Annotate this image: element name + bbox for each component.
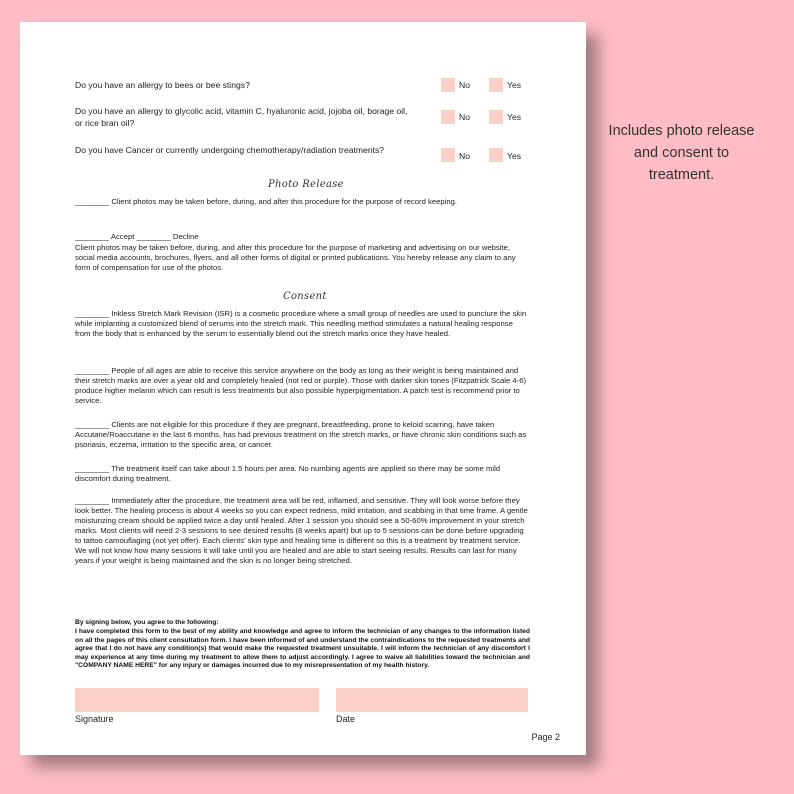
yes-checkbox-acid-oil-allergy[interactable] — [489, 110, 503, 124]
side-caption: Includes photo release and consent to treatment. — [608, 123, 755, 183]
accept-decline-line: ________ Accept ________ Decline — [75, 232, 199, 241]
date-label: Date — [336, 714, 356, 724]
consent-paragraph-procedure: ________ Inkless Stretch Mark Revision (ISR) is a cosmetic procedure where a small group of needles are used to puncture the skin while implanting a customized blend of serums into the stretch mark. This needling method stimulates a natural healing response from the body that is enhanced by the serum to essentially blend out the stretch marks once they have healed. — [75, 309, 527, 338]
yes-checkbox-cancer[interactable] — [489, 148, 503, 162]
consent-paragraph-aftercare: ________ Immediately after the procedure, the treatment area will be red, inflamed, and sensitive. They will look worse before they look better. The healing process is about 4 weeks so you can expect redness, mild irritation, and scabbing in that time frame. A gentle moisturizing cream should be applied twice a day until healed. After 1 session you should see a 50-60% improvement in your stretch marks. Most clients will need 2-3 sessions to see desired results (8 weeks apart) but up to 5 sessions can be done before upgrading to tattoo camouflaging (not yet offer). Each clients' skin type and healing time is different so this is a treatment by treatment service. We will not know how many sessions it will take until you are healed and are able to start seeing results. Results can last for many years if your weight is being maintained and the skin is no longer being stretched. — [75, 496, 528, 565]
record-keeping-paragraph: ________ Client photos may be taken before, during, and after this procedure for the purpose of record keeping. — [75, 197, 458, 206]
yes-label: Yes — [507, 80, 522, 90]
no-label: No — [459, 112, 470, 122]
consent-paragraph-duration: ________ The treatment itself can take about 1.5 hours per area. No numbing agents are applied so there may be some mild discomfort during treatment. — [75, 464, 501, 483]
date-field[interactable] — [336, 688, 528, 712]
marketing-paragraph: Client photos may be taken before, during, and after this procedure for the purpose of marketing and advertising on our website, social media accounts, brochures, flyers, and all other forms of digital or printed publications. You hereby release any claim to any form of compensation for use of the photos. — [75, 243, 516, 272]
signing-intro: By signing below, you agree to the following: — [75, 619, 219, 626]
consent-paragraph-contraindications: ________ Clients are not eligible for this procedure if they are pregnant, breastfeeding, prone to keloid scarring, have taken Accutane/Roaccutane in the last 6 months, has had previous treatment on the stretch marks, or have chronic skin conditions such as psoriasis, eczema, irritation to the specific area, or cancer. — [75, 420, 527, 449]
signing-agreement: I have completed this form to the best of my ability and knowledge and agree to inform the technician of any changes to the information listed on all the pages of this client consultation form. I have been informed of and understand the contraindications to the requested treatments and agree that I do not have any condition(s) that would make the requested treatment unsuitable. I will inform the technician of any discomfort I may experience at any time during my treatment to allow them to adjust accordingly. I agree to waive all liabilities toward the technician and "COMPANY NAME HERE" for any injury or damages incurred due to my misrepresentation of my health history. — [75, 628, 530, 669]
question-acid-oil-allergy: Do you have an allergy to glycolic acid, vitamin C, hyaluronic acid, jojoba oil, borage oil, or rice bran oil? — [75, 106, 408, 128]
no-label: No — [459, 80, 470, 90]
photo-release-heading: Photo Release — [268, 179, 344, 190]
no-checkbox-acid-oil-allergy[interactable] — [441, 110, 455, 124]
page-number: Page 2 — [531, 732, 560, 742]
question-cancer: Do you have Cancer or currently undergoing chemotherapy/radiation treatments? — [75, 145, 385, 155]
yes-label: Yes — [507, 151, 522, 161]
no-checkbox-bee-allergy[interactable] — [441, 78, 455, 92]
yes-label: Yes — [507, 112, 522, 122]
question-bee-allergy: Do you have an allergy to bees or bee stings? — [75, 80, 250, 90]
no-label: No — [459, 151, 470, 161]
signature-field[interactable] — [75, 688, 319, 712]
signature-label: Signature — [75, 714, 114, 724]
no-checkbox-cancer[interactable] — [441, 148, 455, 162]
yes-checkbox-bee-allergy[interactable] — [489, 78, 503, 92]
consent-heading: Consent — [283, 291, 327, 302]
consent-paragraph-eligibility: ________ People of all ages are able to receive this service anywhere on the body as long as their weight is being maintained and their stretch marks are over a year old and completely healed (not red or purple). Those with darker skin tones (Fitzpatrick Scale 4-6) produce higher melanin which can result is less treatments but also possible hyperpigmentation. A patch test is recommend prior to service. — [75, 366, 527, 405]
form-page — [20, 22, 586, 755]
